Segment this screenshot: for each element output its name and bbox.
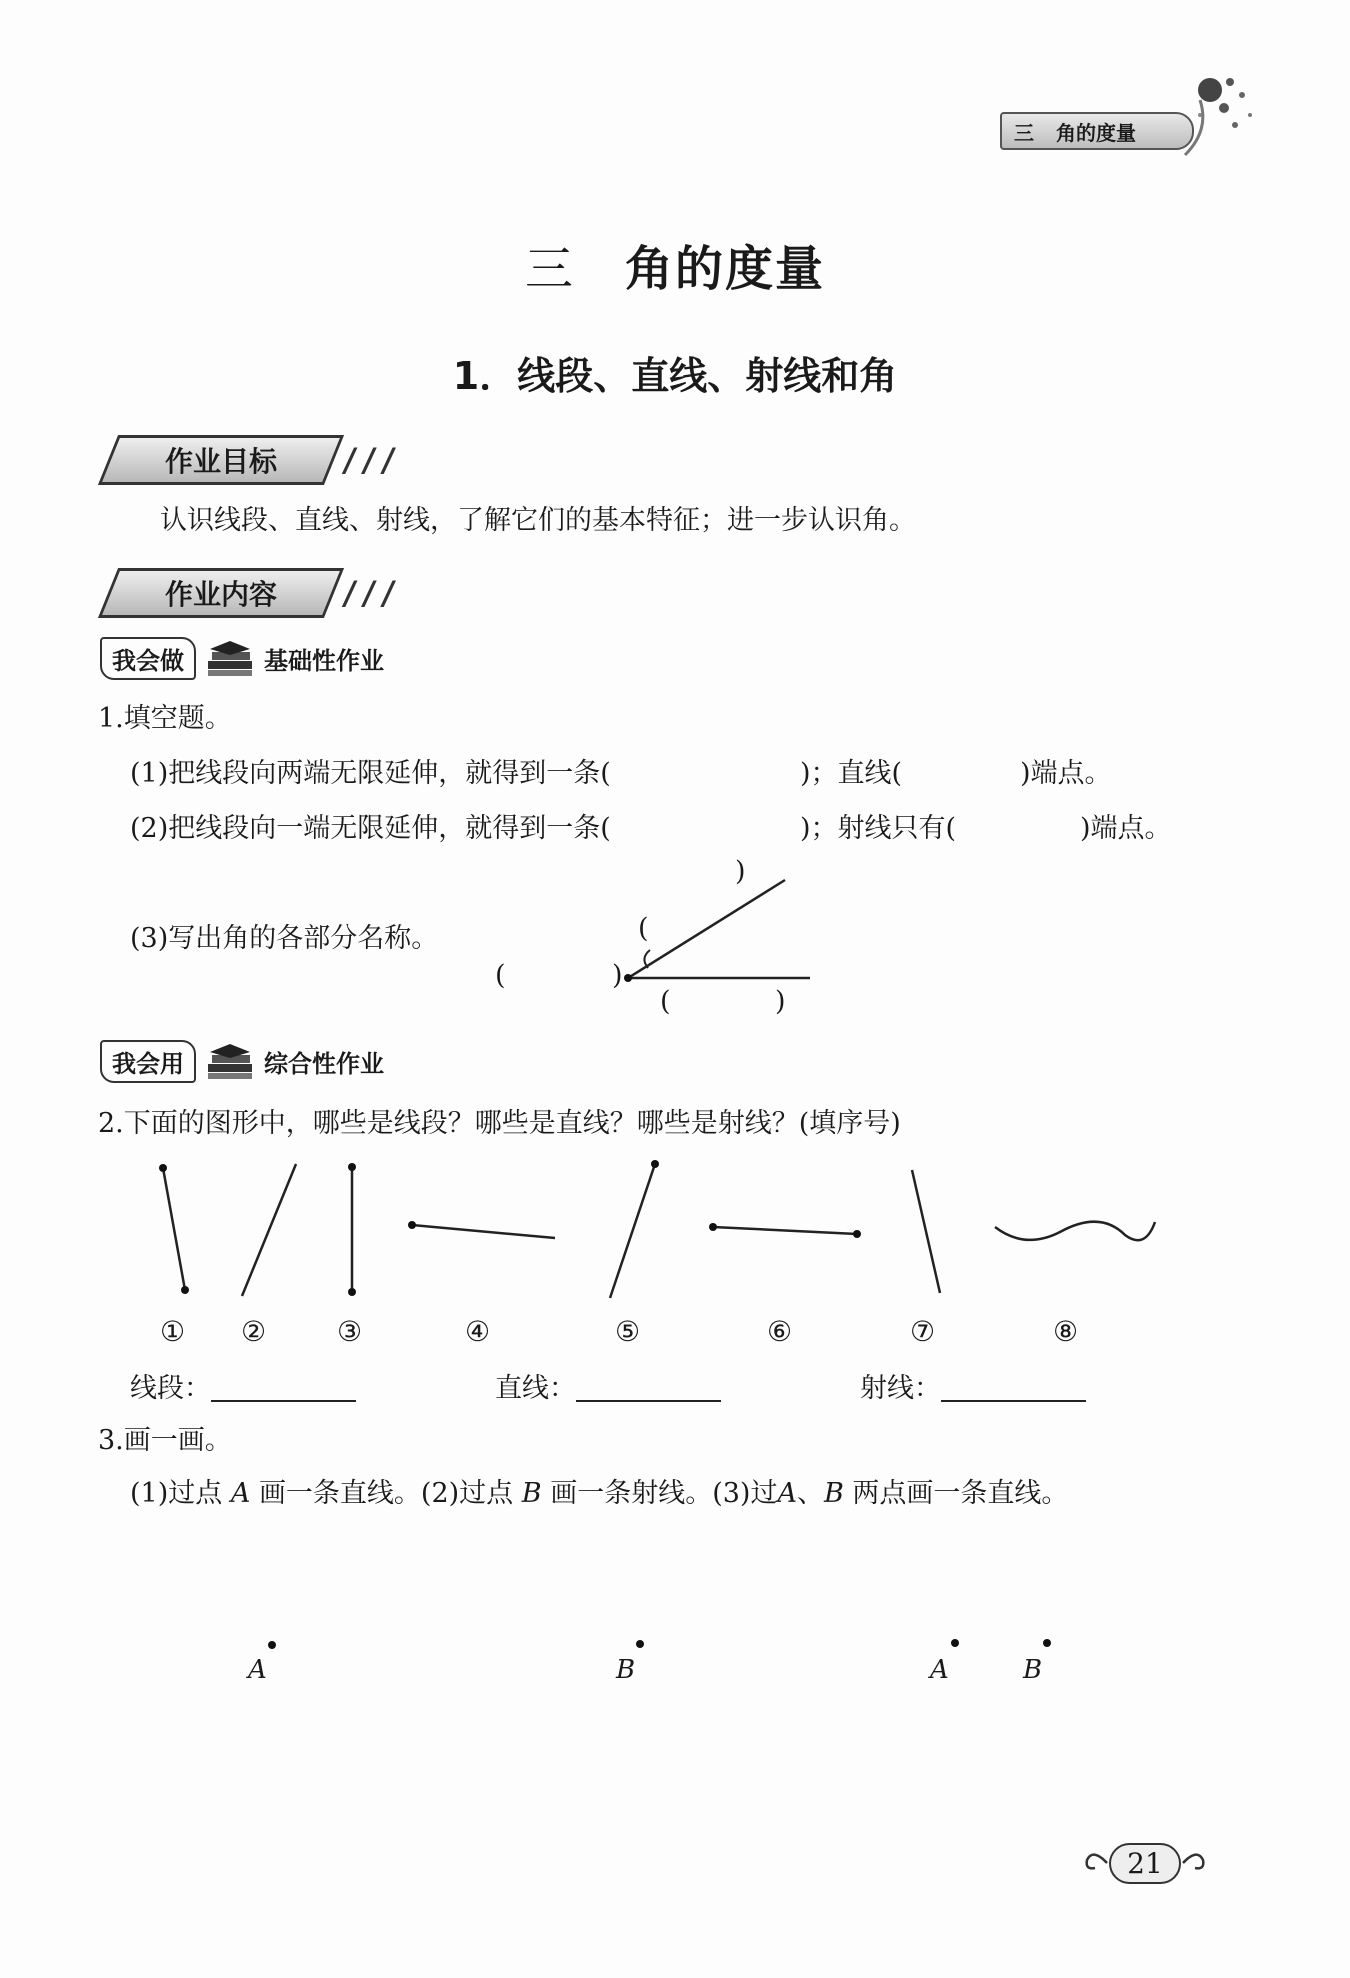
section-comprehensive-label: 综合性作业 bbox=[264, 1050, 384, 1078]
angle-blank-side-close: ) bbox=[735, 856, 746, 887]
angle-ray-upper bbox=[628, 880, 785, 978]
q3-instructions bbox=[130, 1480, 1068, 1507]
figure-label-2: ② bbox=[241, 1315, 267, 1348]
decorative-splash-icon bbox=[1180, 60, 1290, 170]
q3-instr-sep: 、 bbox=[796, 1478, 824, 1509]
figure-label-4: ④ bbox=[465, 1315, 491, 1348]
q3-title: 3.画一画。 bbox=[98, 1425, 232, 1456]
figure-6-segment bbox=[709, 1223, 861, 1238]
figure-label-1: ① bbox=[160, 1315, 186, 1348]
content-banner-label: 作业内容 bbox=[164, 578, 277, 611]
angle-blank-angle-open: ( bbox=[638, 913, 649, 944]
q3-instr-1: (1)过点 bbox=[130, 1478, 223, 1509]
q1-part1-a: (1)把线段向两端无限延伸，就得到一条( bbox=[130, 758, 611, 789]
answer-segment-label: 线段： bbox=[130, 1373, 211, 1404]
q3-instr-point-b2: B bbox=[823, 1478, 844, 1509]
q2-title: 2.下面的图形中，哪些是线段？哪些是直线？哪些是射线？(填序号) bbox=[98, 1108, 901, 1139]
point-b-1 bbox=[636, 1640, 644, 1648]
q3-drawing-area[interactable] bbox=[0, 1630, 1350, 1690]
chapter-title bbox=[0, 230, 1350, 299]
point-a-2-label: A bbox=[930, 1655, 949, 1685]
angle-blank-side2-close: ) bbox=[775, 986, 786, 1017]
figure-1-segment bbox=[159, 1164, 189, 1294]
page-number-text: 21 bbox=[1109, 1843, 1181, 1884]
goal-text: 认识线段、直线、射线，了解它们的基本特征；进一步认识角。 bbox=[160, 505, 916, 536]
banner-stripes-icon: /// bbox=[340, 574, 398, 612]
figure-7-line bbox=[912, 1170, 940, 1293]
q1-part1-c: )端点。 bbox=[1020, 758, 1112, 789]
q3-instr-point-b: B bbox=[521, 1478, 542, 1509]
section-comprehensive-tag: 我会用 bbox=[100, 1040, 196, 1083]
q1-part1 bbox=[130, 760, 1260, 792]
ornament-left-icon bbox=[1083, 1848, 1109, 1878]
section-basic bbox=[100, 637, 384, 680]
figure-label-3: ③ bbox=[337, 1315, 363, 1348]
q3-instr-point-a2: A bbox=[777, 1478, 797, 1509]
figure-2-line bbox=[242, 1164, 296, 1296]
answer-ray-label: 射线： bbox=[860, 1373, 941, 1404]
answer-segment-blank[interactable] bbox=[211, 1370, 356, 1402]
point-b-1-label: B bbox=[616, 1655, 636, 1685]
q3-instr-3: 画一条射线。(3)过 bbox=[550, 1478, 778, 1509]
q2-figures bbox=[0, 1150, 1350, 1310]
angle-blank-vertex-open: ( bbox=[495, 960, 506, 991]
q1-part2-b: )；射线只有( bbox=[800, 813, 957, 844]
banner-stripes-icon: /// bbox=[340, 441, 398, 479]
figure-label-6: ⑥ bbox=[767, 1315, 793, 1348]
header-chapter-num: 三 bbox=[1014, 120, 1034, 145]
figure-label-5: ⑤ bbox=[615, 1315, 641, 1348]
lesson-title: 1．线段、直线、射线和角 bbox=[452, 354, 898, 398]
angle-vertex bbox=[624, 974, 632, 982]
header-chapter-title: 角的度量 bbox=[1056, 120, 1136, 145]
figure-8-curve bbox=[995, 1222, 1155, 1241]
figure-3-segment bbox=[348, 1163, 356, 1296]
figure-5-ray bbox=[610, 1160, 659, 1298]
q1-part2 bbox=[130, 815, 1260, 847]
goal-banner-label: 作业目标 bbox=[164, 445, 277, 478]
q1-part2-c: )端点。 bbox=[1080, 813, 1172, 844]
q3-instr-point-a: A bbox=[230, 1478, 251, 1509]
point-a-2 bbox=[951, 1639, 959, 1647]
angle-blank-side2-open: ( bbox=[660, 986, 671, 1017]
point-b-2-label: B bbox=[1023, 1655, 1043, 1685]
chapter-title-text: 角的度量 bbox=[625, 241, 826, 297]
answer-ray-blank[interactable] bbox=[941, 1370, 1086, 1402]
section-basic-tag: 我会做 bbox=[100, 637, 196, 680]
goal-banner bbox=[108, 435, 398, 485]
q1-part2-a: (2)把线段向一端无限延伸，就得到一条( bbox=[130, 813, 611, 844]
q1-part1-b: )；直线( bbox=[800, 758, 903, 789]
books-icon bbox=[204, 1042, 256, 1082]
answer-ray-row bbox=[860, 1370, 1086, 1402]
answer-line-blank[interactable] bbox=[576, 1370, 721, 1402]
answer-segment-row bbox=[130, 1370, 356, 1402]
figure-label-8: ⑧ bbox=[1053, 1315, 1079, 1348]
point-a-1 bbox=[268, 1641, 276, 1649]
page-number bbox=[1060, 1840, 1230, 1886]
section-comprehensive bbox=[100, 1040, 384, 1083]
q1-part3: (3)写出角的各部分名称。 bbox=[130, 923, 439, 954]
chapter-header-tab bbox=[1000, 112, 1194, 150]
q1-title: 1.填空题。 bbox=[98, 703, 232, 734]
answer-line-label: 直线： bbox=[495, 1373, 576, 1404]
q3-instr-2: 画一条直线。(2)过点 bbox=[258, 1478, 514, 1509]
point-a-1-label: A bbox=[248, 1655, 267, 1685]
ornament-right-icon bbox=[1181, 1848, 1207, 1878]
answer-line-row bbox=[495, 1370, 721, 1402]
q3-instr-4: 两点画一条直线。 bbox=[852, 1478, 1069, 1509]
chapter-number: 三 bbox=[524, 241, 575, 297]
point-b-2 bbox=[1043, 1639, 1051, 1647]
section-basic-label: 基础性作业 bbox=[264, 647, 384, 675]
figure-4-ray bbox=[408, 1221, 555, 1238]
figure-label-7: ⑦ bbox=[910, 1315, 936, 1348]
content-banner bbox=[108, 568, 398, 618]
books-icon bbox=[204, 639, 256, 679]
angle-blank-vertex-close: ) bbox=[612, 960, 623, 991]
